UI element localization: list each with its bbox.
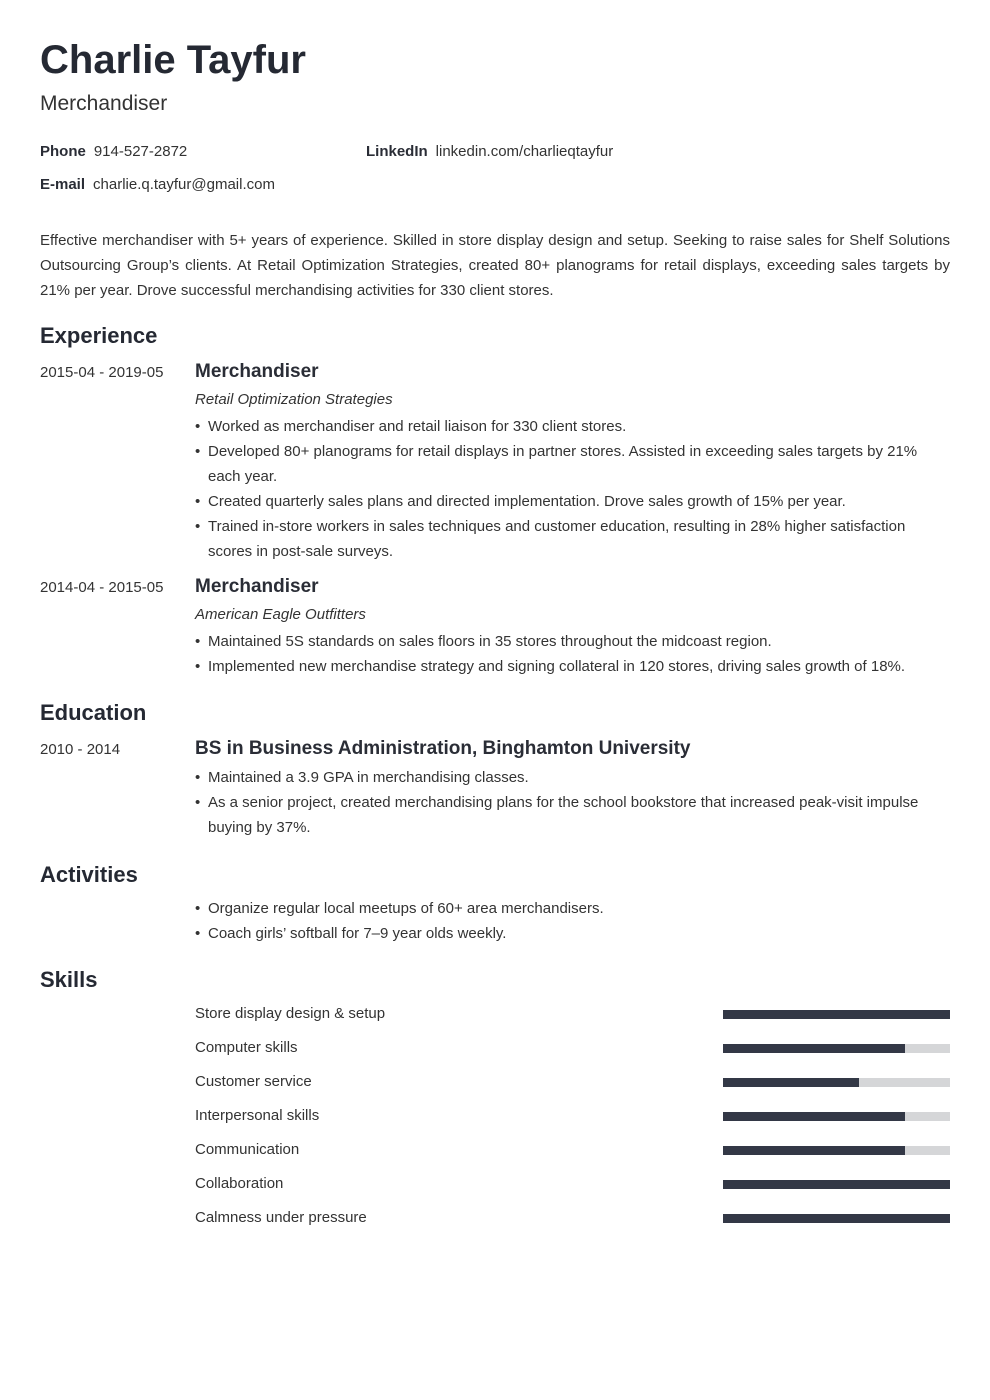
job-company: Retail Optimization Strategies xyxy=(195,391,393,408)
skill-row xyxy=(195,1140,950,1160)
list-item: • Maintained 5S standards on sales floors in 35 stores throughout the midcoast region. xyxy=(195,629,950,654)
skill-name: Communication xyxy=(195,1141,300,1158)
job-title: Merchandiser xyxy=(195,576,319,597)
list-item: • As a senior project, created merchandising plans for the school bookstore that increased peak-visit impulse buying by 37%. xyxy=(195,790,950,840)
job-bullets xyxy=(195,629,950,679)
skill-name: Interpersonal skills xyxy=(195,1107,320,1124)
job-entry xyxy=(195,360,950,564)
degree-title: BS in Business Administration, Binghamton University xyxy=(195,738,691,759)
education-heading: Education xyxy=(40,700,147,725)
skill-name: Store display design & setup xyxy=(195,1005,386,1022)
skills-heading: Skills xyxy=(40,967,98,992)
skill-level-bar xyxy=(723,1112,905,1121)
list-item: • Created quarterly sales plans and directed implementation. Drove sales growth of 15% per year. xyxy=(195,489,950,514)
skill-level-bar xyxy=(723,1146,905,1155)
skill-row xyxy=(195,1004,950,1024)
skill-level-bar xyxy=(723,1180,950,1189)
list-item: • Implemented new merchandise strategy and signing collateral in 120 stores, driving sales growth of 18%. xyxy=(195,654,950,679)
skill-level-track xyxy=(723,1180,950,1189)
activities-heading: Activities xyxy=(40,862,138,887)
skill-level-track xyxy=(723,1078,950,1087)
skill-name: Computer skills xyxy=(195,1039,298,1056)
linkedin-label: LinkedIn xyxy=(366,143,428,160)
contact-linkedin xyxy=(366,142,613,162)
skill-level-track xyxy=(723,1112,950,1121)
activities-bullets xyxy=(195,896,950,946)
list-item: • Coach girls’ softball for 7–9 year olds weekly. xyxy=(195,921,950,946)
list-item: • Trained in-store workers in sales techniques and customer education, resulting in 28% higher satisfaction scores in post-sale surveys. xyxy=(195,514,950,564)
skill-row xyxy=(195,1106,950,1126)
skill-level-bar xyxy=(723,1010,950,1019)
skill-row xyxy=(195,1174,950,1194)
job-dates: 2015-04 - 2019-05 xyxy=(40,364,164,381)
job-entry xyxy=(195,575,950,679)
candidate-name: Charlie Tayfur xyxy=(40,38,306,82)
profile-summary: Effective merchandiser with 5+ years of experience. Skilled in store display design and setup. Seeking to raise sales for Shelf Solutions Outsourcing Group’s clients. At Retail Optimization Strategies, created 80+ planograms for retail displays, exceeding sales targets by 21% per year. Drove successful merchandising activities for 330 client stores. xyxy=(40,232,950,299)
education-dates: 2010 - 2014 xyxy=(40,741,121,758)
skill-row xyxy=(195,1208,950,1228)
list-item: • Developed 80+ planograms for retail displays in partner stores. Assisted in exceeding sales targets by 21% each year. xyxy=(195,439,950,489)
skill-name: Customer service xyxy=(195,1073,312,1090)
contact-email xyxy=(40,175,275,195)
skill-level-bar xyxy=(723,1214,950,1223)
skill-level-bar xyxy=(723,1078,859,1087)
activities-entry xyxy=(195,896,950,946)
skill-row xyxy=(195,1072,950,1092)
job-company: American Eagle Outfitters xyxy=(195,606,366,623)
phone-label: Phone xyxy=(40,143,86,160)
skill-level-track xyxy=(723,1044,950,1053)
experience-heading: Experience xyxy=(40,323,158,348)
skill-name: Collaboration xyxy=(195,1175,284,1192)
candidate-title: Merchandiser xyxy=(40,92,168,115)
email-value[interactable]: charlie.q.tayfur@gmail.com xyxy=(93,176,275,193)
skill-row xyxy=(195,1038,950,1058)
list-item: • Organize regular local meetups of 60+ area merchandisers. xyxy=(195,896,950,921)
linkedin-value[interactable]: linkedin.com/charlieqtayfur xyxy=(435,143,614,160)
job-title: Merchandiser xyxy=(195,361,319,382)
skill-level-track xyxy=(723,1146,950,1155)
email-label: E-mail xyxy=(40,176,86,193)
skill-level-track xyxy=(723,1214,950,1223)
skill-level-bar xyxy=(723,1044,905,1053)
job-bullets xyxy=(195,414,950,564)
skill-level-track xyxy=(723,1010,950,1019)
job-dates: 2014-04 - 2015-05 xyxy=(40,579,164,596)
contact-phone xyxy=(40,142,187,162)
list-item: • Maintained a 3.9 GPA in merchandising classes. xyxy=(195,765,950,790)
skill-name: Calmness under pressure xyxy=(195,1209,367,1226)
education-entry xyxy=(195,737,950,840)
list-item: • Worked as merchandiser and retail liaison for 330 client stores. xyxy=(195,414,950,439)
phone-value: 914-527-2872 xyxy=(93,143,188,160)
education-bullets xyxy=(195,765,950,840)
